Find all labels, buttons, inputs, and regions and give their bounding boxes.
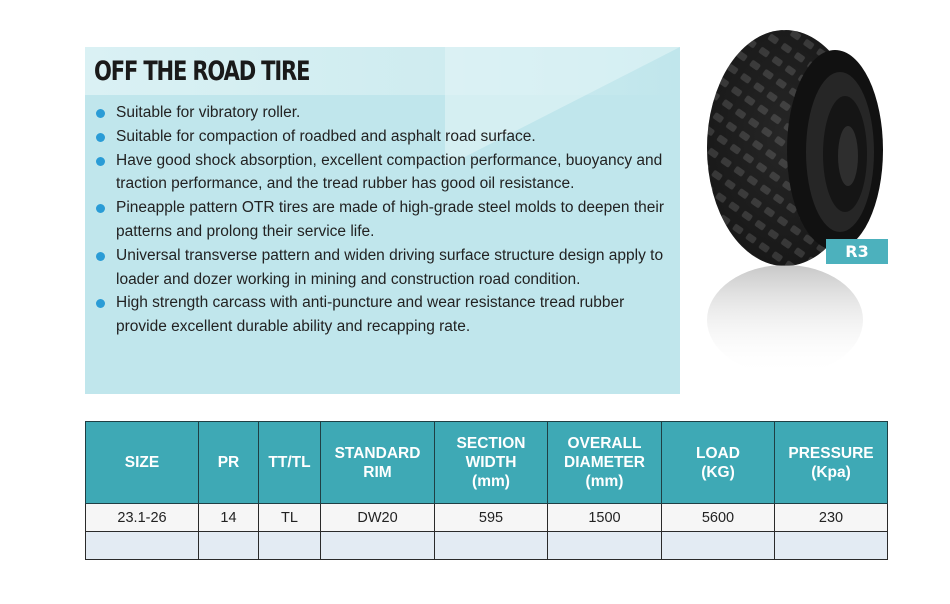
- table-cell: [548, 532, 662, 560]
- feature-text: Suitable for vibratory roller.: [116, 104, 301, 121]
- table-cell: 595: [435, 504, 548, 532]
- feature-text: Universal transverse pattern and widen driving surface structure design apply to loader and dozer working in mining and construction road condition.: [116, 246, 664, 288]
- table-cell: [435, 532, 548, 560]
- model-badge: R3: [826, 239, 888, 264]
- feature-item: [95, 291, 675, 339]
- tire-icon: [700, 20, 900, 380]
- feature-item: [95, 101, 675, 125]
- table-cell: 1500: [548, 504, 662, 532]
- table-row: [86, 504, 888, 532]
- table-cell: 14: [199, 504, 259, 532]
- feature-text: High strength carcass with anti-puncture and wear resistance tread rubber provide excellent durable ability and recapping rate.: [116, 294, 625, 336]
- column-header-load: LOAD (KG): [662, 422, 775, 504]
- table-cell: 23.1-26: [86, 504, 199, 532]
- table-cell: 5600: [662, 504, 775, 532]
- table-cell: [199, 532, 259, 560]
- bullet-icon: [96, 252, 105, 261]
- table-cell: [775, 532, 888, 560]
- table-header-row: [86, 422, 888, 504]
- table-cell: [259, 532, 321, 560]
- tire-image: [700, 20, 900, 380]
- table-cell: [86, 532, 199, 560]
- table-cell: [321, 532, 435, 560]
- column-header-pressure: PRESSURE (Kpa): [775, 422, 888, 504]
- column-header-pr: PR: [199, 422, 259, 504]
- feature-text: Pineapple pattern OTR tires are made of high-grade steel molds to deepen their patterns and prolong their service life.: [116, 199, 664, 240]
- bullet-icon: [96, 109, 105, 118]
- column-header-standard-rim: STANDARD RIM: [321, 422, 435, 504]
- feature-item: [95, 125, 675, 149]
- feature-text: Have good shock absorption, excellent compaction performance, buoyancy and traction performance, and the tread rubber has good oil resistance.: [116, 151, 663, 193]
- column-header-overall-diameter: OVERALL DIAMETER (mm): [548, 422, 662, 504]
- feature-item: [95, 244, 675, 292]
- feature-list: [95, 101, 675, 339]
- column-header-size: SIZE: [86, 422, 199, 504]
- column-header-section-width: SECTION WIDTH (mm): [435, 422, 548, 504]
- bullet-icon: [96, 204, 105, 213]
- table-cell: DW20: [321, 504, 435, 532]
- table-cell: 230: [775, 504, 888, 532]
- feature-text: Suitable for compaction of roadbed and asphalt road surface.: [116, 127, 536, 145]
- feature-item: [95, 149, 675, 197]
- table-row-empty: [86, 532, 888, 560]
- column-header-tt-tl: TT/TL: [259, 422, 321, 504]
- spec-table: [85, 421, 888, 560]
- bullet-icon: [96, 299, 105, 308]
- bullet-icon: [96, 133, 105, 142]
- table-cell: TL: [259, 504, 321, 532]
- table-cell: [662, 532, 775, 560]
- bullet-icon: [96, 157, 105, 166]
- page-title: OFF THE ROAD TIRE: [94, 56, 310, 87]
- feature-item: [95, 196, 675, 244]
